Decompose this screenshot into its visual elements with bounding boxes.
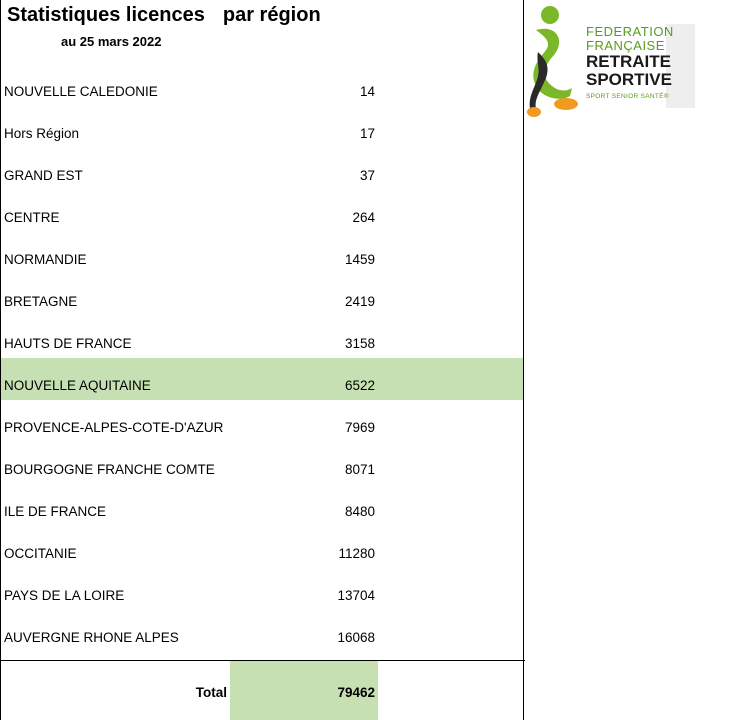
athlete-head-icon bbox=[541, 6, 559, 24]
region-name: PROVENCE-ALPES-COTE-D'AZUR bbox=[4, 420, 224, 435]
region-name: NORMANDIE bbox=[4, 252, 87, 267]
total-value: 79462 bbox=[337, 685, 375, 700]
table-row bbox=[1, 232, 523, 274]
logo-line-federation: FEDERATION bbox=[586, 24, 674, 39]
table-row bbox=[1, 484, 523, 526]
logo-line-francaise: FRANÇAISE bbox=[586, 38, 665, 53]
table-row bbox=[1, 148, 523, 190]
region-name: PAYS DE LA LOIRE bbox=[4, 588, 125, 603]
report-date: au 25 mars 2022 bbox=[61, 34, 162, 49]
table-row bbox=[1, 568, 523, 610]
region-name: Hors Région bbox=[4, 126, 80, 141]
ffrs-logo bbox=[526, 0, 695, 128]
license-count: 11280 bbox=[338, 546, 375, 561]
logo-line-sportive: SPORTIVE bbox=[586, 70, 672, 89]
table-row bbox=[1, 64, 523, 106]
table-row bbox=[1, 274, 523, 316]
logo-line-retraite: RETRAITE bbox=[586, 52, 671, 71]
region-name: ILE DE FRANCE bbox=[4, 504, 107, 519]
license-count: 37 bbox=[359, 168, 375, 183]
page-title bbox=[7, 4, 321, 27]
title-main: Statistiques licences bbox=[7, 4, 205, 26]
region-name: BOURGOGNE FRANCHE COMTE bbox=[4, 462, 215, 477]
table-row bbox=[1, 526, 523, 568]
region-name: GRAND EST bbox=[4, 168, 83, 183]
license-count: 13704 bbox=[337, 588, 375, 603]
table-row bbox=[1, 442, 523, 484]
license-count: 264 bbox=[352, 210, 375, 225]
region-name: NOUVELLE AQUITAINE bbox=[4, 378, 151, 393]
region-name: HAUTS DE FRANCE bbox=[4, 336, 132, 351]
table-row bbox=[1, 400, 523, 442]
logo-tagline: SPORT SENIOR SANTÉ® bbox=[586, 93, 669, 100]
license-count: 7969 bbox=[344, 420, 375, 435]
license-count: 3158 bbox=[344, 336, 375, 351]
region-name: OCCITANIE bbox=[4, 546, 77, 561]
license-count: 17 bbox=[359, 126, 375, 141]
table-row bbox=[1, 106, 523, 148]
athlete-shoe-icon bbox=[554, 98, 578, 110]
license-count: 2419 bbox=[344, 294, 375, 309]
region-name: BRETAGNE bbox=[4, 294, 78, 309]
license-count: 1459 bbox=[344, 252, 375, 267]
title-suffix: par région bbox=[222, 4, 321, 26]
region-name: NOUVELLE CALEDONIE bbox=[4, 84, 158, 99]
total-label: Total bbox=[195, 685, 227, 700]
table-row bbox=[1, 190, 523, 232]
license-count: 8480 bbox=[344, 504, 375, 519]
region-name: AUVERGNE RHONE ALPES bbox=[4, 630, 179, 645]
table-row bbox=[1, 610, 523, 652]
license-count: 14 bbox=[359, 84, 375, 99]
license-count: 16068 bbox=[337, 630, 375, 645]
license-count: 8071 bbox=[344, 462, 375, 477]
region-name: CENTRE bbox=[4, 210, 60, 225]
license-count: 6522 bbox=[344, 378, 375, 393]
table-row bbox=[1, 316, 523, 358]
table-row bbox=[1, 358, 523, 400]
athlete-shoe-back-icon bbox=[527, 107, 541, 117]
